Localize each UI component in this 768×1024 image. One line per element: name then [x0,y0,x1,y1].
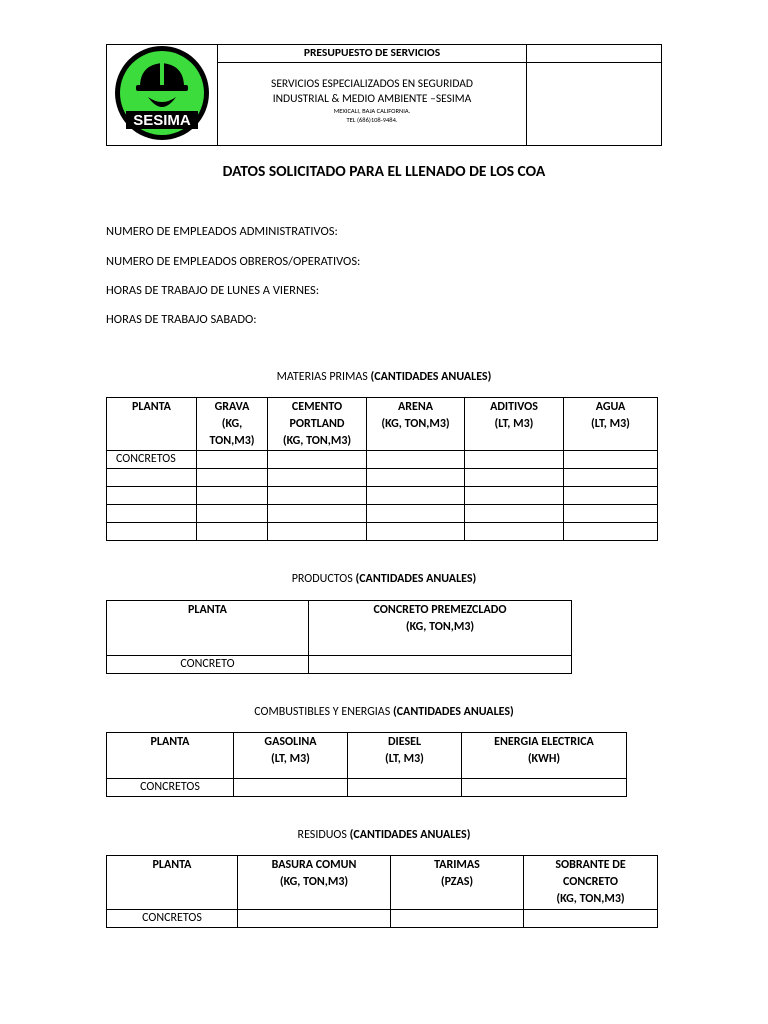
table-row [107,910,658,928]
input-cell[interactable] [564,523,658,541]
input-cell[interactable] [465,505,564,523]
input-cell[interactable] [268,523,367,541]
section-title-combustibles [0,705,768,719]
input-cell[interactable] [391,910,524,928]
row-label: CONCRETO [107,656,309,674]
header-cell: PLANTA [107,398,197,451]
row-label: CONCRETOS [107,910,238,928]
header-cell: TARIMAS (PZAS) [391,856,524,910]
materias-table [106,397,658,541]
table-row [107,779,627,797]
table-header-row [107,856,658,910]
section-title-bold: (CANTIDADES ANUALES) [370,370,492,384]
combustibles-table [106,732,627,797]
input-cell[interactable] [197,523,268,541]
residuos-table [106,855,658,928]
header-cell: CEMENTO PORTLAND (KG, TON,M3) [268,398,367,451]
section-title-productos [0,572,768,586]
table-row [107,469,658,487]
field-empleados-obreros: NUMERO DE EMPLEADOS OBREROS/OPERATIVOS: [106,254,361,269]
header-cell: BASURA COMUN (KG, TON,M3) [238,856,391,910]
input-cell[interactable] [234,779,348,797]
section-title-text: MATERIAS PRIMAS [276,370,371,384]
header-cell: PLANTA [107,733,234,779]
table-row [107,487,658,505]
input-cell[interactable] [465,523,564,541]
section-title-text: COMBUSTIBLES Y ENERGIAS [254,705,393,719]
table-row [107,451,658,469]
input-cell[interactable] [348,779,462,797]
row-label: CONCRETOS [107,451,197,469]
input-cell[interactable] [309,656,572,674]
input-cell[interactable] [367,469,465,487]
input-cell[interactable] [367,505,465,523]
input-cell[interactable] [197,505,268,523]
section-title-materias [0,370,768,384]
section-title-residuos [0,828,768,842]
table-header-row [107,601,572,656]
header-right-top [527,45,662,63]
input-cell[interactable] [268,487,367,505]
input-cell[interactable] [564,469,658,487]
input-cell[interactable] [107,505,197,523]
field-horas-lunes-viernes: HORAS DE TRABAJO DE LUNES A VIERNES: [106,283,320,298]
section-title-text: RESIDUOS [297,828,350,842]
input-cell[interactable] [564,451,658,469]
company-line-2: INDUSTRIAL & MEDIO AMBIENTE –SESIMA [272,92,472,106]
section-title-text: PRODUCTOS [291,572,356,586]
input-cell[interactable] [564,505,658,523]
header-cell: PLANTA [107,601,309,656]
input-cell[interactable] [524,910,658,928]
input-cell[interactable] [462,779,627,797]
input-cell[interactable] [107,487,197,505]
document-header [106,44,662,146]
header-cell: ARENA (KG, TON,M3) [367,398,465,451]
input-cell[interactable] [465,469,564,487]
header-cell: DIESEL (LT, M3) [348,733,462,779]
header-cell: GRAVA (KG, TON,M3) [197,398,268,451]
section-title-bold: (CANTIDADES ANUALES) [355,572,477,586]
field-empleados-administrativos: NUMERO DE EMPLEADOS ADMINISTRATIVOS: [106,224,338,239]
input-cell[interactable] [268,451,367,469]
input-cell[interactable] [197,469,268,487]
header-title: PRESUPUESTO DE SERVICIOS [218,45,527,63]
header-cell: GASOLINA (LT, M3) [234,733,348,779]
section-title-bold: (CANTIDADES ANUALES) [349,828,471,842]
input-cell[interactable] [107,523,197,541]
input-cell[interactable] [268,505,367,523]
header-cell: ADITIVOS (LT, M3) [465,398,564,451]
header-cell: ENERGIA ELECTRICA (KWH) [462,733,627,779]
field-horas-sabado: HORAS DE TRABAJO SABADO: [106,312,257,327]
input-cell[interactable] [197,451,268,469]
section-title-bold: (CANTIDADES ANUALES) [392,705,514,719]
input-cell[interactable] [268,469,367,487]
input-cell[interactable] [465,487,564,505]
address-line-1: MEXICALI, BAJA CALIFORNIA. [333,107,411,115]
table-row [107,505,658,523]
header-cell: AGUA (LT, M3) [564,398,658,451]
logo-cell [107,45,218,146]
header-cell: CONCRETO PREMEZCLADO (KG, TON,M3) [309,601,572,656]
table-row [107,523,658,541]
input-cell[interactable] [197,487,268,505]
input-cell[interactable] [238,910,391,928]
header-cell: SOBRANTE DE CONCRETO (KG, TON,M3) [524,856,658,910]
table-header-row [107,733,627,779]
address-line-2: TEL (686)108-9484. [346,116,398,124]
input-cell[interactable] [367,487,465,505]
input-cell[interactable] [107,469,197,487]
main-title: DATOS SOLICITADO PARA EL LLENADO DE LOS COA [222,162,546,181]
header-right-bottom [527,63,662,146]
table-header-row [107,398,658,451]
productos-table [106,600,572,674]
header-cell: PLANTA [107,856,238,910]
row-label: CONCRETOS [107,779,234,797]
input-cell[interactable] [367,451,465,469]
company-info [218,63,527,146]
company-line-1: SERVICIOS ESPECIALIZADOS EN SEGURIDAD [271,77,473,91]
input-cell[interactable] [465,451,564,469]
input-cell[interactable] [367,523,465,541]
sesima-logo [114,45,210,141]
table-row [107,656,572,674]
logo-text: SESIMA [133,112,191,129]
input-cell[interactable] [564,487,658,505]
